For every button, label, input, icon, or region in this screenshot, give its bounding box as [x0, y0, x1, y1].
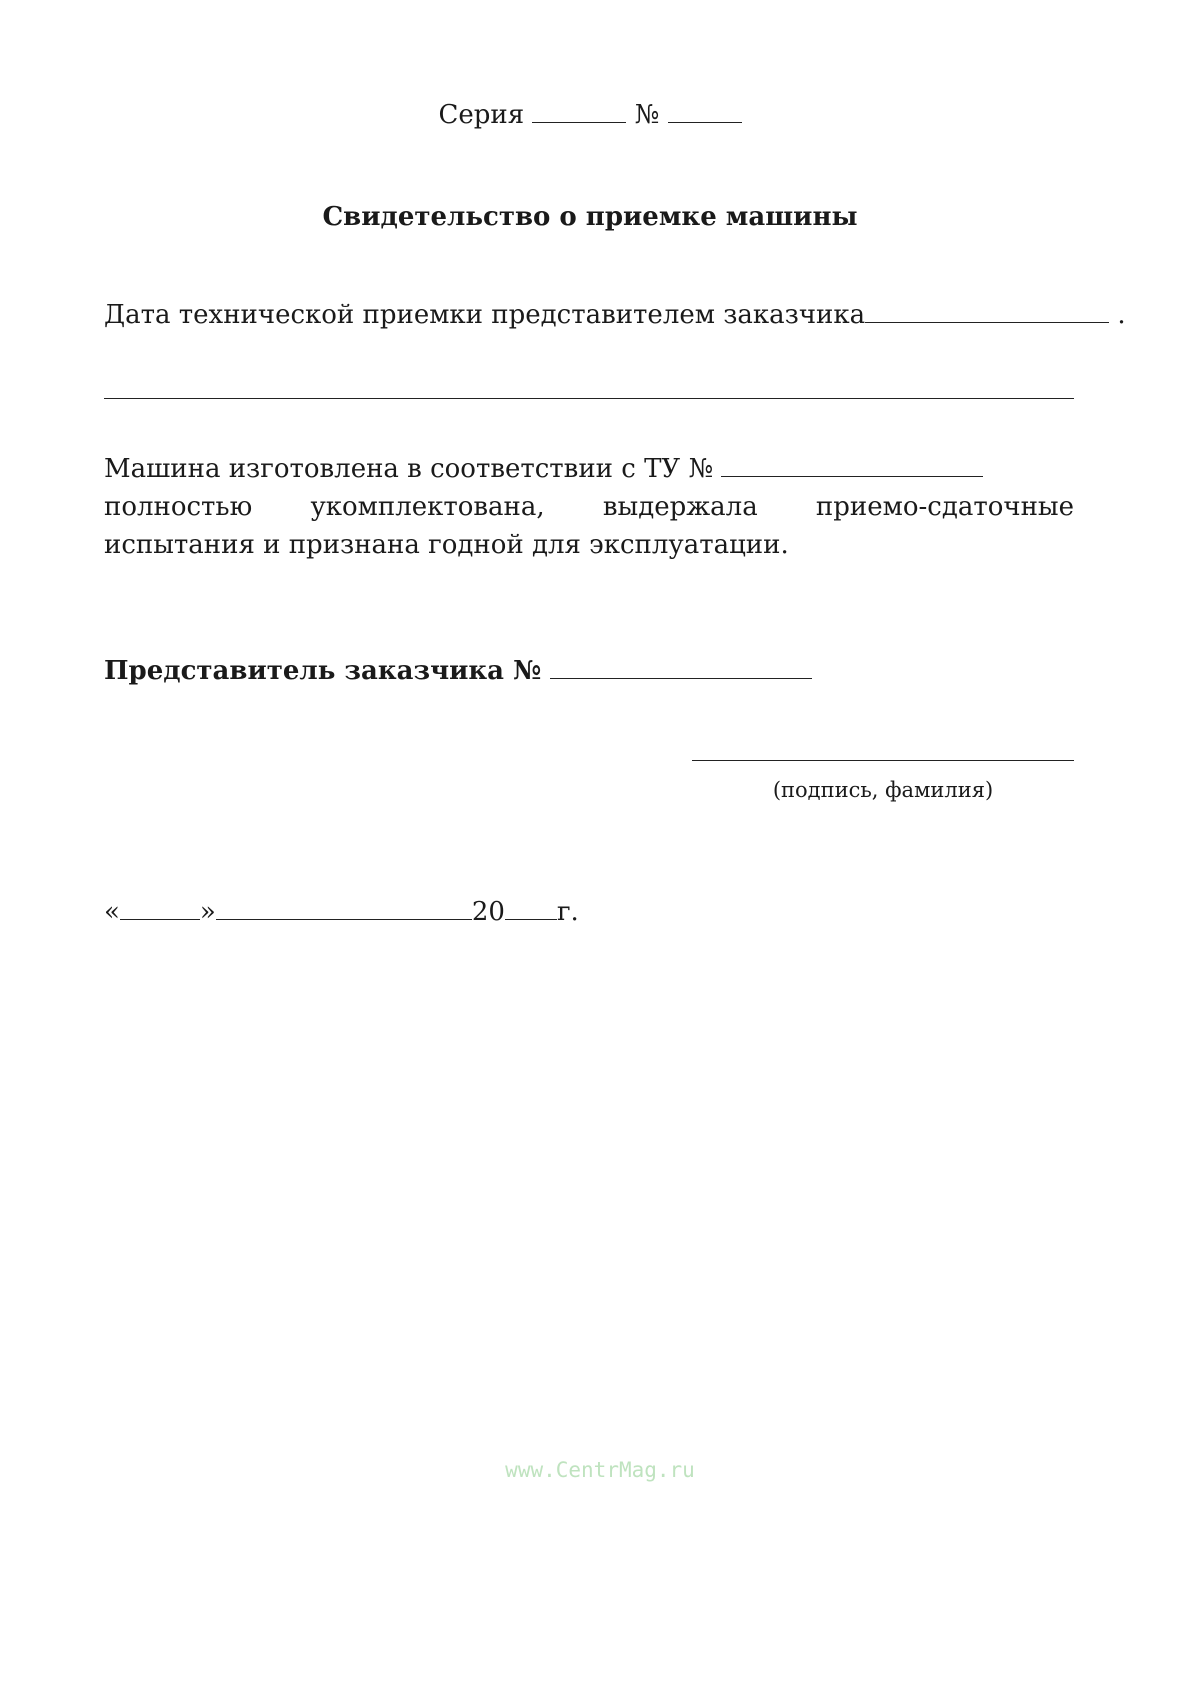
representative-line: [104, 654, 812, 688]
tu-number-blank: [721, 452, 983, 477]
acceptance-date-line: [104, 298, 1126, 332]
number-sign: №: [634, 100, 660, 130]
number-blank: [668, 98, 742, 123]
representative-blank: [550, 654, 812, 679]
acceptance-date-end: .: [1117, 300, 1126, 330]
year-prefix: 20: [471, 897, 505, 927]
watermark: www.CentrMag.ru: [505, 1458, 695, 1482]
close-quote: »: [199, 897, 216, 927]
month-blank: [216, 895, 472, 920]
year-suffix: г.: [556, 897, 579, 927]
acceptance-date-label: Дата технической приемки представителем заказчика: [104, 300, 866, 330]
conformity-line-2: полностью укомплектована, выдержала приемо-сдаточные испытания и признана годной для эксплуатации.: [104, 492, 1074, 560]
signature-rule: [692, 760, 1074, 761]
conformity-paragraph: [104, 450, 1074, 564]
representative-label: Представитель заказчика №: [104, 656, 542, 686]
open-quote: «: [104, 897, 120, 927]
year-blank: [505, 895, 557, 920]
series-number-line: [0, 98, 1180, 132]
acceptance-date-blank: [865, 298, 1109, 323]
footer-date-line: [104, 895, 579, 929]
series-label: Серия: [438, 100, 525, 130]
signature-caption: (подпись, фамилия): [772, 778, 994, 802]
document-title: Свидетельство о приемке машины: [322, 202, 858, 232]
blank-rule: [104, 398, 1074, 399]
day-blank: [120, 895, 200, 920]
series-blank: [532, 98, 626, 123]
conformity-line-1: Машина изготовлена в соответствии с ТУ №: [104, 454, 714, 484]
